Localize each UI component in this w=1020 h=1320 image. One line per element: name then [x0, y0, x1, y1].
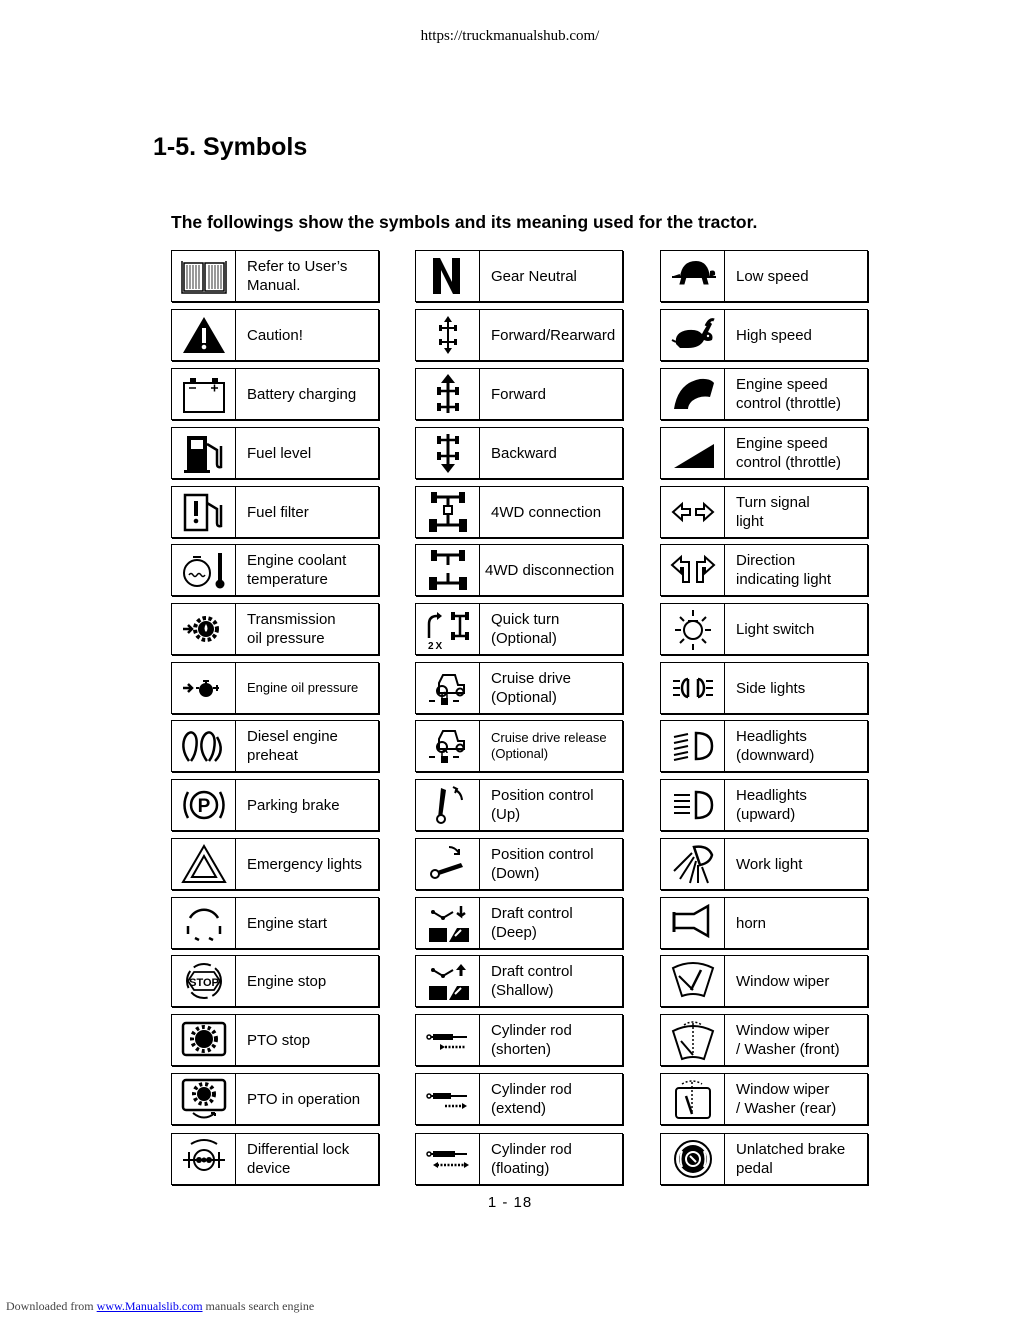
symbol-label: Engine speed control (throttle) — [736, 376, 842, 412]
symbol-label: Transmission oil pressure — [247, 611, 336, 647]
symbol-label: Light switch — [736, 620, 815, 638]
symbol-label: Cylinder rod (floating) — [491, 1141, 572, 1177]
neutral-n-icon — [416, 251, 480, 301]
symbol-row — [660, 427, 868, 479]
symbol-label: Forward — [491, 385, 547, 403]
symbol-row — [171, 486, 379, 538]
4wd-disconnection-icon — [416, 545, 480, 595]
symbol-row — [415, 544, 623, 596]
symbol-label: Engine coolant temperature — [247, 552, 347, 588]
symbol-label: Engine oil pressure — [247, 680, 359, 695]
symbol-row — [660, 309, 868, 361]
symbol-label: Work light — [736, 855, 803, 873]
symbol-row — [171, 1014, 379, 1066]
symbol-row — [171, 779, 379, 831]
turn-signal-icon — [661, 487, 725, 537]
symbol-label: Engine speed control (throttle) — [736, 435, 842, 471]
symbol-label: Window wiper — [736, 972, 830, 990]
symbol-row — [415, 309, 623, 361]
cylinder-shorten-icon — [416, 1015, 480, 1065]
direction-indicator-icon — [661, 545, 725, 595]
symbol-row — [171, 427, 379, 479]
symbol-row — [171, 309, 379, 361]
work-light-icon — [661, 839, 725, 889]
symbol-row — [660, 486, 868, 538]
intro-text: The followings show the symbols and its meaning used for the tractor. — [171, 212, 758, 232]
washer-rear-icon — [661, 1074, 725, 1124]
unlatched-brake-icon — [661, 1134, 725, 1184]
svg-text:STOP: STOP — [188, 977, 219, 989]
backward-icon — [416, 428, 480, 478]
symbol-label: Position control (Up) — [491, 787, 594, 823]
symbol-row — [660, 662, 868, 714]
page-number: 1 - 18 — [487, 1194, 533, 1211]
symbol-label: Low speed — [736, 267, 809, 285]
symbol-label: Forward/Rearward — [491, 326, 616, 344]
throttle-curve-icon — [661, 369, 725, 419]
symbol-label: Caution! — [247, 326, 303, 344]
symbol-label: Refer to User’s Manual. — [247, 258, 348, 294]
differential-lock-icon — [172, 1134, 236, 1184]
cruise-drive-icon — [416, 663, 480, 713]
rabbit-icon — [661, 310, 725, 360]
symbol-label: Draft control (Deep) — [491, 905, 573, 941]
symbol-row — [415, 779, 623, 831]
manual-book-icon — [172, 251, 236, 301]
symbol-row — [415, 1014, 623, 1066]
symbol-label: Draft control (Shallow) — [491, 963, 573, 999]
symbol-label: Side lights — [736, 679, 806, 697]
symbol-label: horn — [736, 914, 767, 932]
symbol-label: Engine stop — [247, 972, 327, 990]
parking-brake-icon — [172, 780, 236, 830]
svg-text:2X: 2X — [427, 641, 444, 650]
symbol-label: Engine start — [247, 914, 328, 932]
symbol-row — [415, 486, 623, 538]
symbol-row — [415, 897, 623, 949]
caution-triangle-icon — [172, 310, 236, 360]
symbol-row — [660, 838, 868, 890]
cruise-release-icon — [416, 721, 480, 771]
hazard-triangle-icon — [172, 839, 236, 889]
engine-start-icon — [172, 898, 236, 948]
light-switch-icon — [661, 604, 725, 654]
source-url: https://truckmanualshub.com/ — [420, 28, 600, 44]
position-down-icon — [416, 839, 480, 889]
throttle-wedge-icon — [661, 428, 725, 478]
symbol-label: Window wiper / Washer (front) — [736, 1022, 840, 1058]
engine-stop-icon — [172, 956, 236, 1006]
symbol-row — [660, 368, 868, 420]
symbol-row — [171, 897, 379, 949]
symbol-row — [415, 250, 623, 302]
symbol-label: Window wiper / Washer (rear) — [736, 1081, 837, 1117]
high-beam-icon — [661, 780, 725, 830]
pto-stop-icon — [172, 1015, 236, 1065]
symbol-label: Headlights (downward) — [736, 728, 815, 764]
symbol-label: Diesel engine preheat — [247, 728, 338, 764]
symbol-row — [660, 544, 868, 596]
symbol-label: Differential lock device — [247, 1141, 350, 1177]
symbol-label: Cruise drive (Optional) — [491, 670, 572, 706]
symbol-row — [171, 603, 379, 655]
symbol-row — [660, 250, 868, 302]
footer-suffix: manuals search engine — [202, 1299, 315, 1313]
section-title: 1-5. Symbols — [153, 133, 308, 161]
symbol-row — [171, 1073, 379, 1125]
symbol-row — [660, 720, 868, 772]
battery-icon — [172, 369, 236, 419]
draft-deep-icon — [416, 898, 480, 948]
symbol-row — [171, 1133, 379, 1185]
symbol-row — [415, 368, 623, 420]
forward-icon — [416, 369, 480, 419]
forward-rearward-icon — [416, 310, 480, 360]
symbol-label: PTO stop — [247, 1031, 311, 1049]
symbol-label: Gear Neutral — [491, 267, 577, 285]
svg-text:P: P — [197, 796, 210, 817]
symbol-label: Emergency lights — [247, 855, 363, 873]
symbol-row — [660, 897, 868, 949]
symbol-label: Fuel level — [247, 444, 312, 462]
symbol-label: Turn signal light — [736, 494, 810, 530]
cylinder-floating-icon — [416, 1134, 480, 1184]
symbol-row — [171, 250, 379, 302]
symbol-row — [171, 662, 379, 714]
symbol-row — [660, 1133, 868, 1185]
symbol-row — [415, 720, 623, 772]
symbol-row — [171, 720, 379, 772]
symbol-label: PTO in operation — [247, 1090, 361, 1108]
4wd-connection-icon — [416, 487, 480, 537]
oil-can-icon — [172, 663, 236, 713]
symbol-label: 4WD disconnection — [485, 561, 615, 579]
pto-operation-icon — [172, 1074, 236, 1124]
symbol-row — [415, 603, 623, 655]
symbol-label: Backward — [491, 444, 557, 462]
footer-prefix: Downloaded from — [6, 1299, 97, 1313]
glow-plug-icon — [172, 721, 236, 771]
symbol-label: Battery charging — [247, 385, 357, 403]
symbol-row — [660, 779, 868, 831]
symbol-row — [660, 955, 868, 1007]
symbol-row — [415, 1133, 623, 1185]
transmission-oil-icon — [172, 604, 236, 654]
coolant-temperature-icon — [172, 545, 236, 595]
symbol-row — [171, 838, 379, 890]
symbol-row — [415, 955, 623, 1007]
fuel-filter-icon — [172, 487, 236, 537]
symbol-row — [415, 662, 623, 714]
footer — [6, 1299, 314, 1314]
turtle-icon — [661, 251, 725, 301]
symbol-row — [171, 955, 379, 1007]
symbol-label: Headlights (upward) — [736, 787, 807, 823]
symbol-label: Cruise drive release (Optional) — [491, 730, 607, 761]
symbol-row — [415, 838, 623, 890]
side-lights-icon — [661, 663, 725, 713]
symbol-label: High speed — [736, 326, 812, 344]
symbol-label: Fuel filter — [247, 503, 309, 521]
horn-icon — [661, 898, 725, 948]
symbol-row — [171, 368, 379, 420]
symbol-row — [415, 427, 623, 479]
symbol-row — [415, 1073, 623, 1125]
symbol-label: Parking brake — [247, 796, 340, 814]
symbol-row — [660, 1073, 868, 1125]
symbol-label: Cylinder rod (shorten) — [491, 1022, 572, 1058]
manualslib-link[interactable]: www.Manualslib.com — [96, 1299, 203, 1313]
cylinder-extend-icon — [416, 1074, 480, 1124]
wiper-icon — [661, 956, 725, 1006]
symbol-row — [171, 544, 379, 596]
draft-shallow-icon — [416, 956, 480, 1006]
quick-turn-icon — [416, 604, 480, 654]
washer-front-icon — [661, 1015, 725, 1065]
symbol-label: Unlatched brake pedal — [736, 1141, 846, 1177]
symbol-label: Position control (Down) — [491, 846, 594, 882]
symbol-row — [660, 1014, 868, 1066]
symbol-label: Direction indicating light — [736, 552, 832, 588]
low-beam-icon — [661, 721, 725, 771]
symbol-label: 4WD connection — [491, 503, 602, 521]
symbol-row — [660, 603, 868, 655]
symbol-label: Cylinder rod (extend) — [491, 1081, 572, 1117]
fuel-pump-icon — [172, 428, 236, 478]
symbol-label: Quick turn (Optional) — [491, 611, 560, 647]
position-up-icon — [416, 780, 480, 830]
